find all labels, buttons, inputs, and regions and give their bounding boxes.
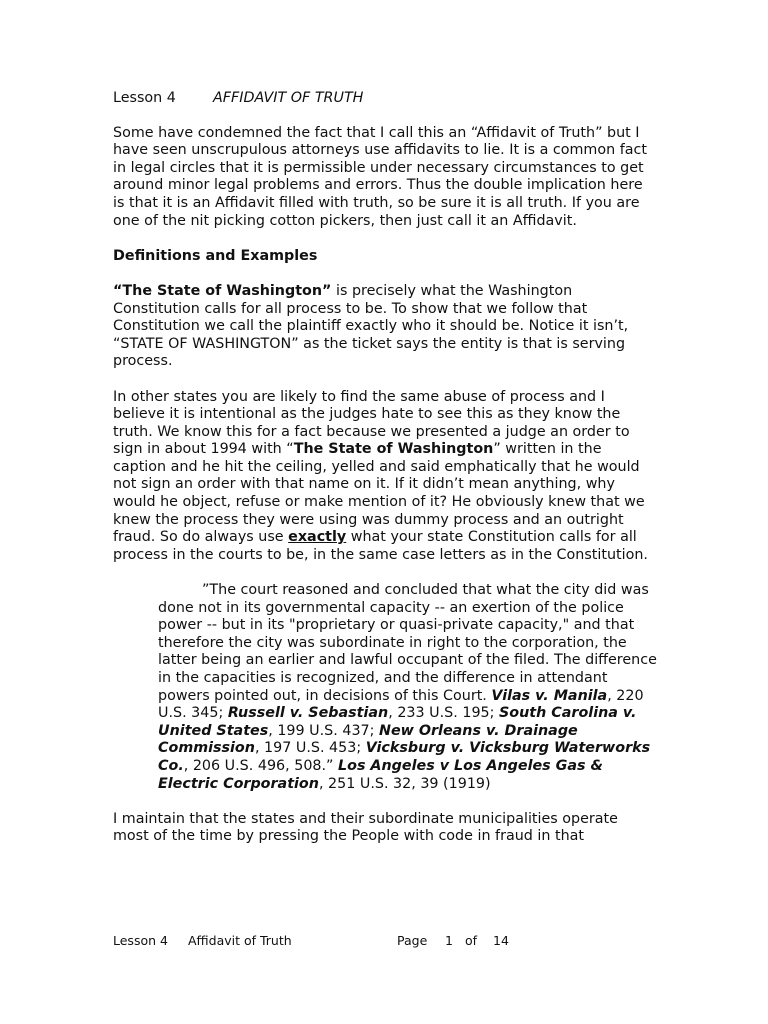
case-citation: Vicksburg v. Vicksburg Waterworks Co. (158, 740, 651, 774)
lesson-number: Lesson 4 (113, 90, 176, 106)
closing-paragraph: I maintain that the states and their subordinate municipalities operate most of the time by pressing the People with code in fraud in that (113, 810, 618, 845)
quote-text: , 197 U.S. 453; (254, 740, 366, 757)
quote-text: , 220 U.S. 345; (158, 687, 644, 722)
bold-term: The State of Washington (293, 441, 494, 458)
case-citation: Vilas v. Manila (491, 687, 608, 704)
case-citation: Russell v. Sebastian (227, 705, 389, 722)
emphasized-word: exactly (288, 529, 347, 546)
quote-text: , 251 U.S. 32, 39 (1919) (318, 775, 491, 792)
paragraph-state-name (113, 283, 658, 371)
case-citation: South Carolina v. United States (158, 705, 637, 739)
footer-page-number: 1 (445, 933, 453, 948)
defined-term: “The State of Washington” (113, 282, 332, 299)
document-body (113, 90, 658, 864)
case-citation: Los Angeles v Los Angeles Gas & Electric Corporation (158, 757, 604, 792)
paragraph-text: In other states you are likely to find the same abuse of process and I believe it is intentional as the judges hate to see this as they know the truth. We know this for a fact because we presented a judge an order to sign in about 1994 with “ (113, 388, 630, 458)
footer-of-label: of (465, 933, 478, 948)
footer-lesson: Lesson 4 (113, 933, 168, 948)
court-quotation (158, 582, 658, 793)
section-heading: Definitions and Examples (113, 247, 318, 264)
quote-text: ”The court reasoned and concluded that what the city did was done not in its governmental capacity -- an exertion of the police power -- but in its "proprietary or quasi-private capacity," and that therefore the city was subordinate in right to the corporation, the latter being an earlier and lawful occupant of the filed. The difference in the capacities is recognized, and the difference in attendant powers pointed out, in decisions of this Court. (158, 582, 657, 704)
case-citation: New Orleans v. Drainage Commission (158, 722, 578, 757)
footer-title: Affidavit of Truth (188, 933, 292, 948)
paragraph-text: what your state Constitution calls for all process in the courts to be, in the same case letters as in the Constitution. (113, 529, 648, 563)
quote-text: , 206 U.S. 496, 508.” (183, 757, 339, 774)
document-header (113, 90, 658, 108)
paragraph-judge-story (113, 389, 658, 565)
quote-text: , 233 U.S. 195; (388, 705, 499, 722)
document-title: AFFIDAVIT OF TRUTH (213, 90, 364, 106)
intro-paragraph: Some have condemned the fact that I call this an “Affidavit of Truth” but I have seen unscrupulous attorneys use affidavits to lie. It is a common fact in legal circles that it is permissible under necessary circumstances to get around minor legal problems and errors. Thus the double implication here is that it is an Affidavit filled with truth, so be sure it is all truth. If you are one of the nit picking cotton pickers, then just call it an Affidavit. (113, 124, 647, 229)
footer-page-total: 14 (493, 933, 509, 948)
footer-page-label: Page (397, 933, 428, 948)
paragraph-text: is precisely what the Washington Constitution calls for all process to be. To show that we follow that Constitution we call the plaintiff exactly who it should be. Notice it isn’t, “STATE OF WASHINGTON” as the ticket says the entity is that is serving process. (113, 282, 629, 370)
paragraph-text: ” written in the caption and he hit the ceiling, yelled and said emphatically that he would not sign an order with that name on it. If it didn’t mean anything, why would he object, refuse or make mention of it? He obviously knew that we knew the process they were using was dummy process and an outright fraud. So do always use (113, 441, 645, 546)
quote-text: , 199 U.S. 437; (268, 722, 379, 739)
